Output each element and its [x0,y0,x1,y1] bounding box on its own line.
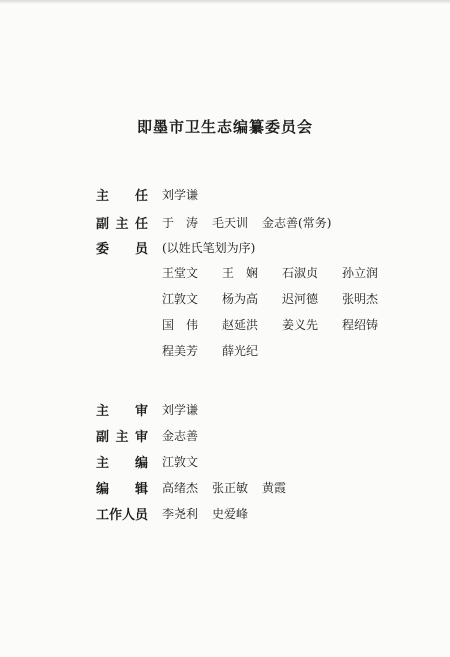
editor-name: 高绪杰 [162,480,199,495]
deputy-reviewer-row [96,425,199,445]
chief-editor-row [96,451,199,471]
deputy-director-values [162,214,345,231]
members-line [162,259,402,285]
deputy-director-label: 副 主 任 [96,216,148,232]
chief-reviewer-label: 主 审 [96,403,148,419]
chief-editor-value [162,453,212,470]
deputy-reviewer-value [162,427,212,444]
editor-name: 黄霞 [262,480,287,495]
deputy-name: 金志善(常务) [262,215,332,230]
member-name: 程绍铸 [342,317,379,332]
workers-row [96,503,249,523]
member-name: 姜义先 [282,317,319,332]
scan-edge [0,0,450,4]
editors-label: 编 辑 [96,481,148,497]
chief-reviewer-value [162,401,212,418]
member-name: 杨为高 [222,291,259,306]
members-note [162,239,269,256]
deputy-name: 于 涛 [162,215,199,230]
chief-editor-name: 江敦文 [162,454,199,469]
workers-label: 工 作 人 员 [96,507,149,523]
director-name: 刘学谦 [162,187,199,202]
members-label: 委 员 [96,241,148,257]
editor-name: 张正敏 [212,480,249,495]
director-value [162,186,212,203]
deputy-reviewer-label: 副 主 审 [96,429,148,445]
members-grid [162,259,402,363]
member-name: 孙立润 [342,265,379,280]
member-name: 王堂文 [162,265,199,280]
editors-row [96,477,287,497]
members-line [162,311,402,337]
members-note-text: (以姓氏笔划为序) [162,240,256,255]
chief-reviewer-name: 刘学谦 [162,402,199,417]
director-row [96,184,199,204]
member-name: 江敦文 [162,291,199,306]
member-name: 王 娴 [222,265,259,280]
member-name: 国 伟 [162,317,199,332]
chief-reviewer-row [96,399,199,419]
worker-name: 史爱峰 [212,506,249,521]
member-name: 迟河德 [282,291,319,306]
worker-name: 李尧利 [162,506,199,521]
member-name: 张明杰 [342,291,379,306]
chief-editor-label: 主 编 [96,455,148,471]
director-label: 主 任 [96,188,148,204]
member-name: 薛光纪 [222,343,259,358]
members-line [162,337,402,363]
members-row [96,237,256,257]
workers-values [162,505,262,522]
page-title: 即墨市卫生志编纂委员会 [136,118,313,136]
deputy-director-row [96,212,332,232]
member-name: 程美芳 [162,343,199,358]
deputy-name: 毛天训 [212,215,249,230]
member-name: 赵延洪 [222,317,259,332]
members-line [162,285,402,311]
editors-values [162,479,300,496]
deputy-reviewer-name: 金志善 [162,428,199,443]
member-name: 石淑贞 [282,265,319,280]
